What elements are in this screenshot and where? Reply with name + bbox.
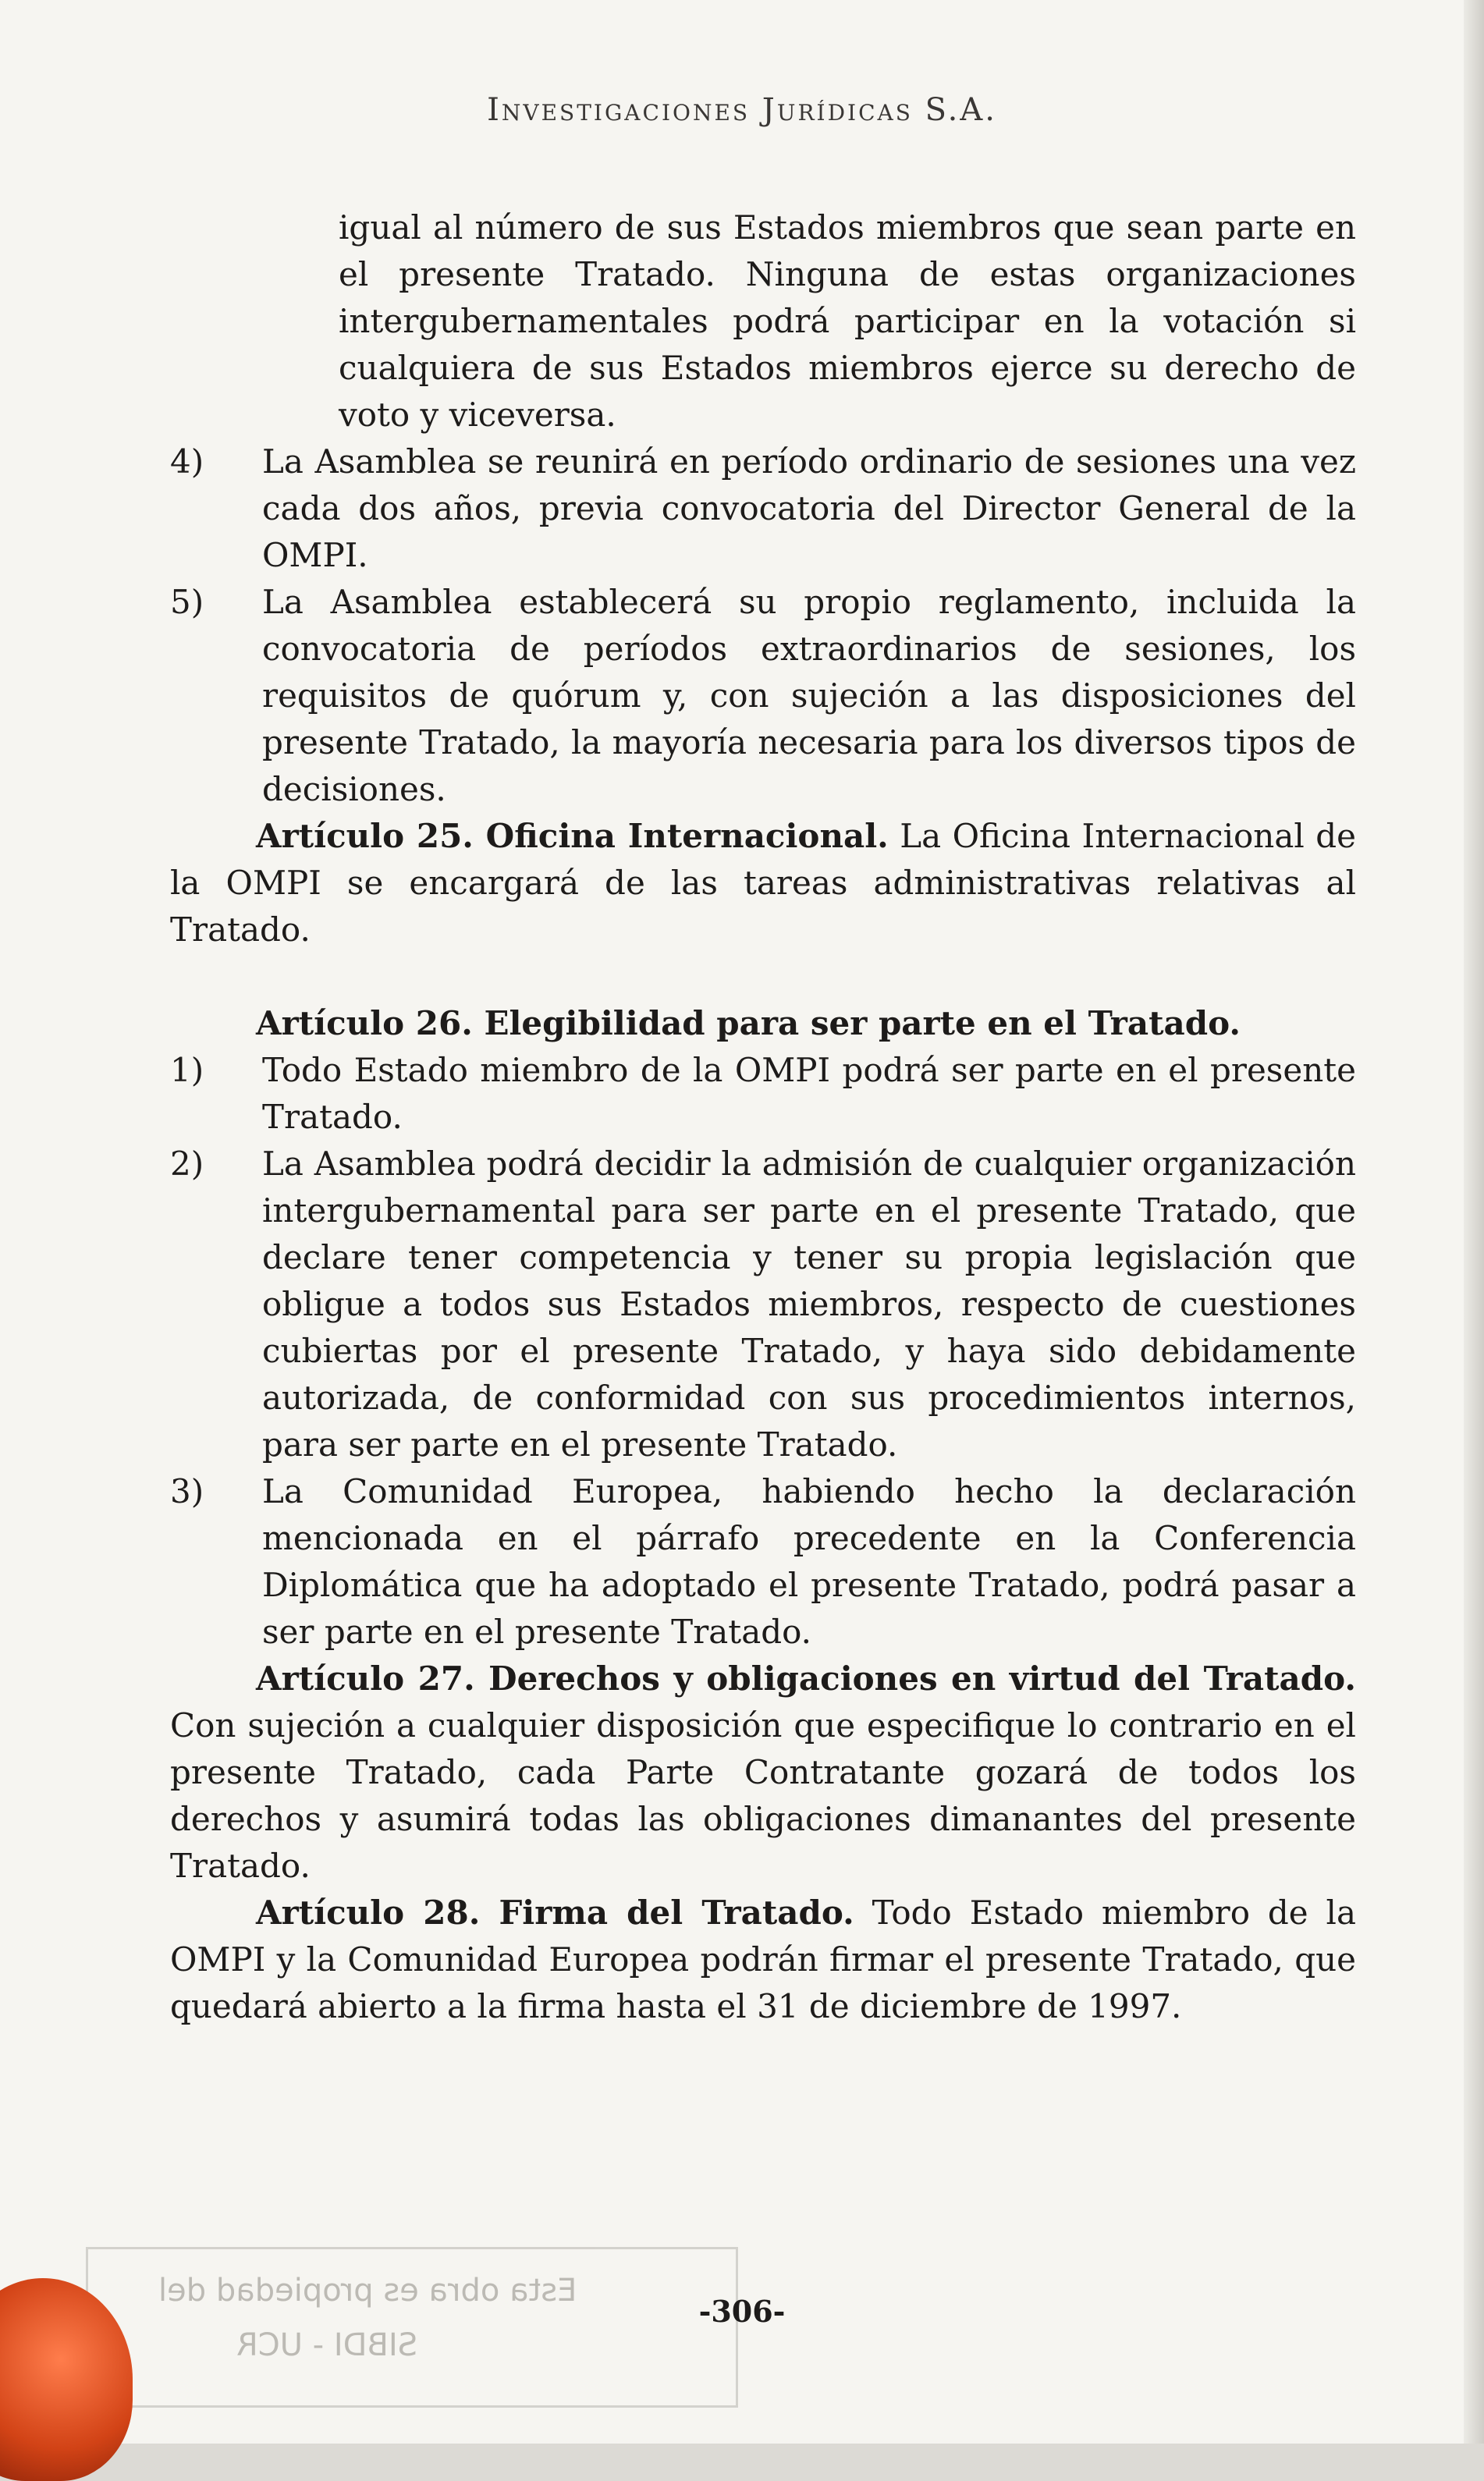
list-item-5	[170, 579, 1356, 813]
running-head: Investigaciones Jurídicas S.A.	[487, 92, 997, 128]
article-28-heading: Artículo 28. Firma del Tratado.	[256, 1894, 854, 1932]
page-body	[170, 204, 1356, 2030]
item-text: La Asamblea se reunirá en período ordinario de sesiones una vez cada dos años, previa convocatoria del Director General de la OMPI.	[262, 442, 1356, 574]
article-25-heading: Artículo 25. Oficina Internacional.	[256, 817, 889, 855]
item-number: 2)	[170, 1145, 204, 1183]
list-item-4	[170, 438, 1356, 579]
article-25-body: La Oficina Internacional de la OMPI se encargará de las tareas administrativas relativas al Tratado.	[170, 817, 1356, 949]
page-number: -306-	[698, 2294, 786, 2329]
article-28-body: Todo Estado miembro de la OMPI y la Comunidad Europea podrán firmar el presente Tratado, que quedará abierto a la firma hasta el 31 de diciembre de 1997.	[170, 1894, 1356, 2025]
item-number: 5)	[170, 583, 204, 621]
article-28	[170, 1890, 1356, 2030]
page-edge-shadow	[1464, 0, 1484, 2444]
item-number: 4)	[170, 442, 204, 481]
stamp-line-1: Esta obra es propiedad del	[158, 2273, 577, 2309]
article-26	[170, 1000, 1356, 1656]
article-27-heading: Artículo 27. Derechos y obligaciones en virtud del Tratado.	[256, 1659, 1356, 1698]
article-26-item-3	[170, 1468, 1356, 1656]
article-26-item-2	[170, 1141, 1356, 1468]
article-26-heading: Artículo 26. Elegibilidad para ser parte en el Tratado.	[256, 1004, 1241, 1042]
article-27	[170, 1656, 1356, 1890]
item-text: La Asamblea establecerá su propio reglamento, incluida la convocatoria de períodos extraordinarios de sesiones, los requisitos de quórum y, con sujeción a las disposiciones del presente Tratado, la mayoría necesaria para los diversos tipos de decisiones.	[262, 583, 1356, 808]
article-25	[170, 813, 1356, 953]
item-number: 3)	[170, 1472, 204, 1510]
item-text: Todo Estado miembro de la OMPI podrá ser parte en el presente Tratado.	[262, 1051, 1356, 1136]
item-number: 1)	[170, 1051, 204, 1089]
item-text: La Asamblea podrá decidir la admisión de cualquier organización intergubernamental para ser parte en el presente Tratado, que declare tener competencia y tener su propia legislación que obligue a todos sus Estados miembros, respecto de cuestiones cubiertas por el presente Tratado, y haya sido debidamente autorizada, de conformidad con sus procedimientos internos, para ser parte en el presente Tratado.	[262, 1145, 1356, 1464]
item-text: La Comunidad Europea, habiendo hecho la declaración mencionada en el párrafo precedente en la Conferencia Diplomática que ha adoptado el presente Tratado, podrá pasar a ser parte en el presente Tratado.	[262, 1472, 1356, 1651]
stamp-line-2: SIBDI - UCR	[236, 2327, 418, 2363]
article-27-body: Con sujeción a cualquier disposición que especifique lo contrario en el presente Tratado, cada Parte Contratante gozará de todos los derechos y asumirá todas las obligaciones dimanantes del presente Tratado.	[170, 1706, 1356, 1885]
continued-paragraph: igual al número de sus Estados miembros que sean parte en el presente Tratado. Ninguna de estas organizaciones intergubernamentales podrá participar en la votación si cualquiera de sus Estados miembros ejerce su derecho de voto y viceversa.	[339, 208, 1356, 434]
article-26-item-1	[170, 1047, 1356, 1141]
